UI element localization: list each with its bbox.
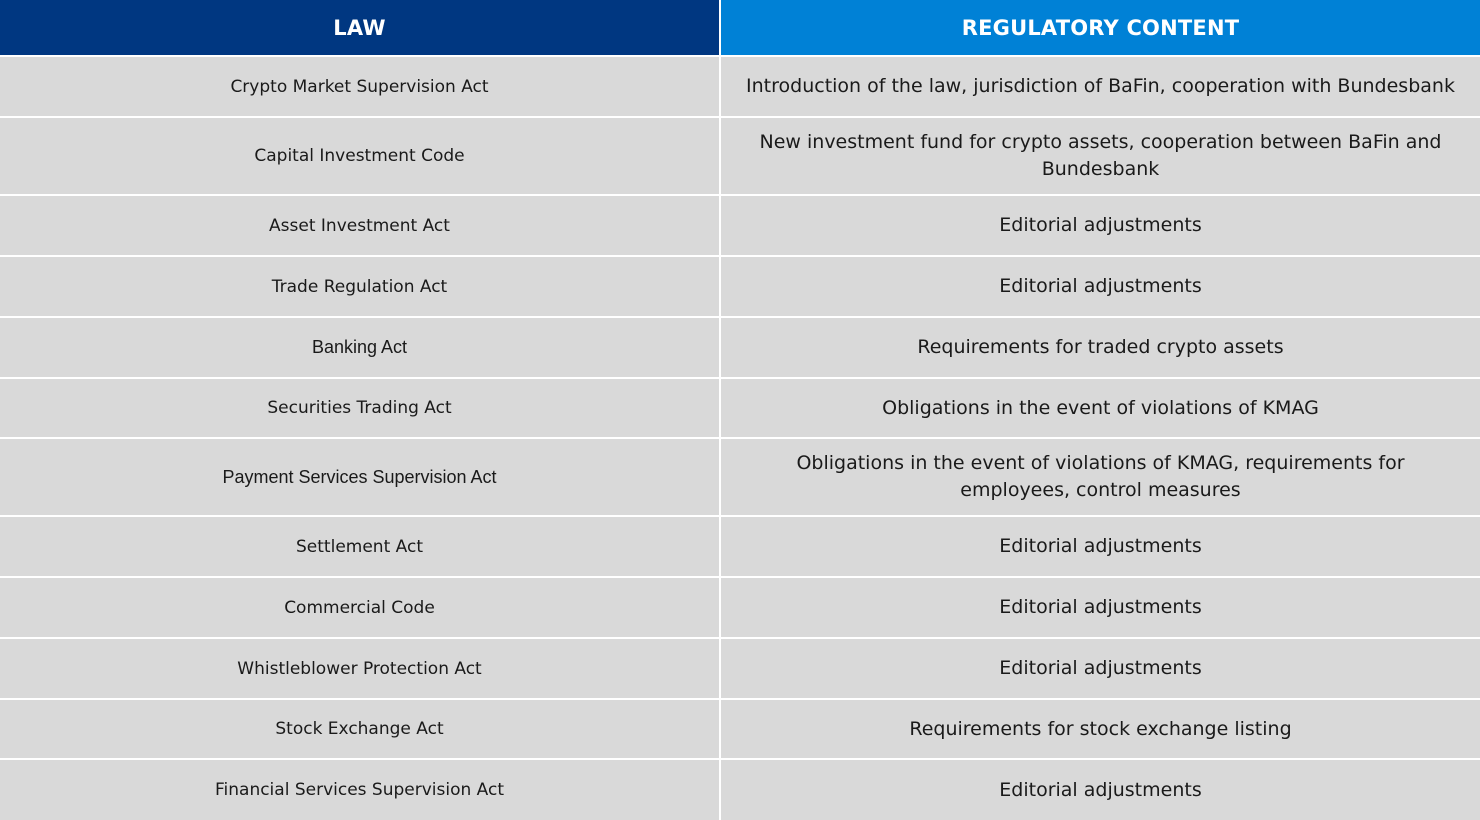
- table-header-row: [0, 0, 1480, 55]
- law-cell: Securities Trading Act: [0, 379, 719, 437]
- content-cell: Introduction of the law, jurisdiction of BaFin, cooperation with Bundesbank: [721, 57, 1480, 116]
- law-cell: Crypto Market Supervision Act: [0, 57, 719, 116]
- content-cell: New investment fund for crypto assets, cooperation between BaFin and Bundesbank: [721, 118, 1480, 194]
- table-row: [0, 578, 1480, 637]
- content-cell: Editorial adjustments: [721, 257, 1480, 316]
- law-cell: Asset Investment Act: [0, 196, 719, 255]
- content-cell: Editorial adjustments: [721, 639, 1480, 698]
- content-cell: Editorial adjustments: [721, 578, 1480, 637]
- table-row: [0, 196, 1480, 255]
- table-row: [0, 700, 1480, 758]
- content-cell: Obligations in the event of violations of KMAG: [721, 379, 1480, 437]
- content-cell: Requirements for traded crypto assets: [721, 318, 1480, 377]
- law-cell: Payment Services Supervision Act: [0, 439, 719, 515]
- header-regulatory-content: REGULATORY CONTENT: [721, 0, 1480, 55]
- content-cell: Editorial adjustments: [721, 196, 1480, 255]
- law-cell: Trade Regulation Act: [0, 257, 719, 316]
- law-cell: Banking Act: [0, 318, 719, 377]
- table-row: [0, 639, 1480, 698]
- law-cell: Whistleblower Protection Act: [0, 639, 719, 698]
- content-cell: Editorial adjustments: [721, 517, 1480, 576]
- law-cell: Stock Exchange Act: [0, 700, 719, 758]
- table-row: [0, 57, 1480, 116]
- table-row: [0, 439, 1480, 515]
- content-cell: Requirements for stock exchange listing: [721, 700, 1480, 758]
- table-row: [0, 318, 1480, 377]
- table-row: [0, 517, 1480, 576]
- header-law: LAW: [0, 0, 719, 55]
- table-row: [0, 379, 1480, 437]
- law-cell: Financial Services Supervision Act: [0, 760, 719, 820]
- table-row: [0, 760, 1480, 820]
- table-row: [0, 257, 1480, 316]
- table-row: [0, 118, 1480, 194]
- content-cell: Obligations in the event of violations of KMAG, requirements for employees, control measures: [721, 439, 1480, 515]
- law-cell: Commercial Code: [0, 578, 719, 637]
- law-cell: Settlement Act: [0, 517, 719, 576]
- content-cell: Editorial adjustments: [721, 760, 1480, 820]
- law-cell: Capital Investment Code: [0, 118, 719, 194]
